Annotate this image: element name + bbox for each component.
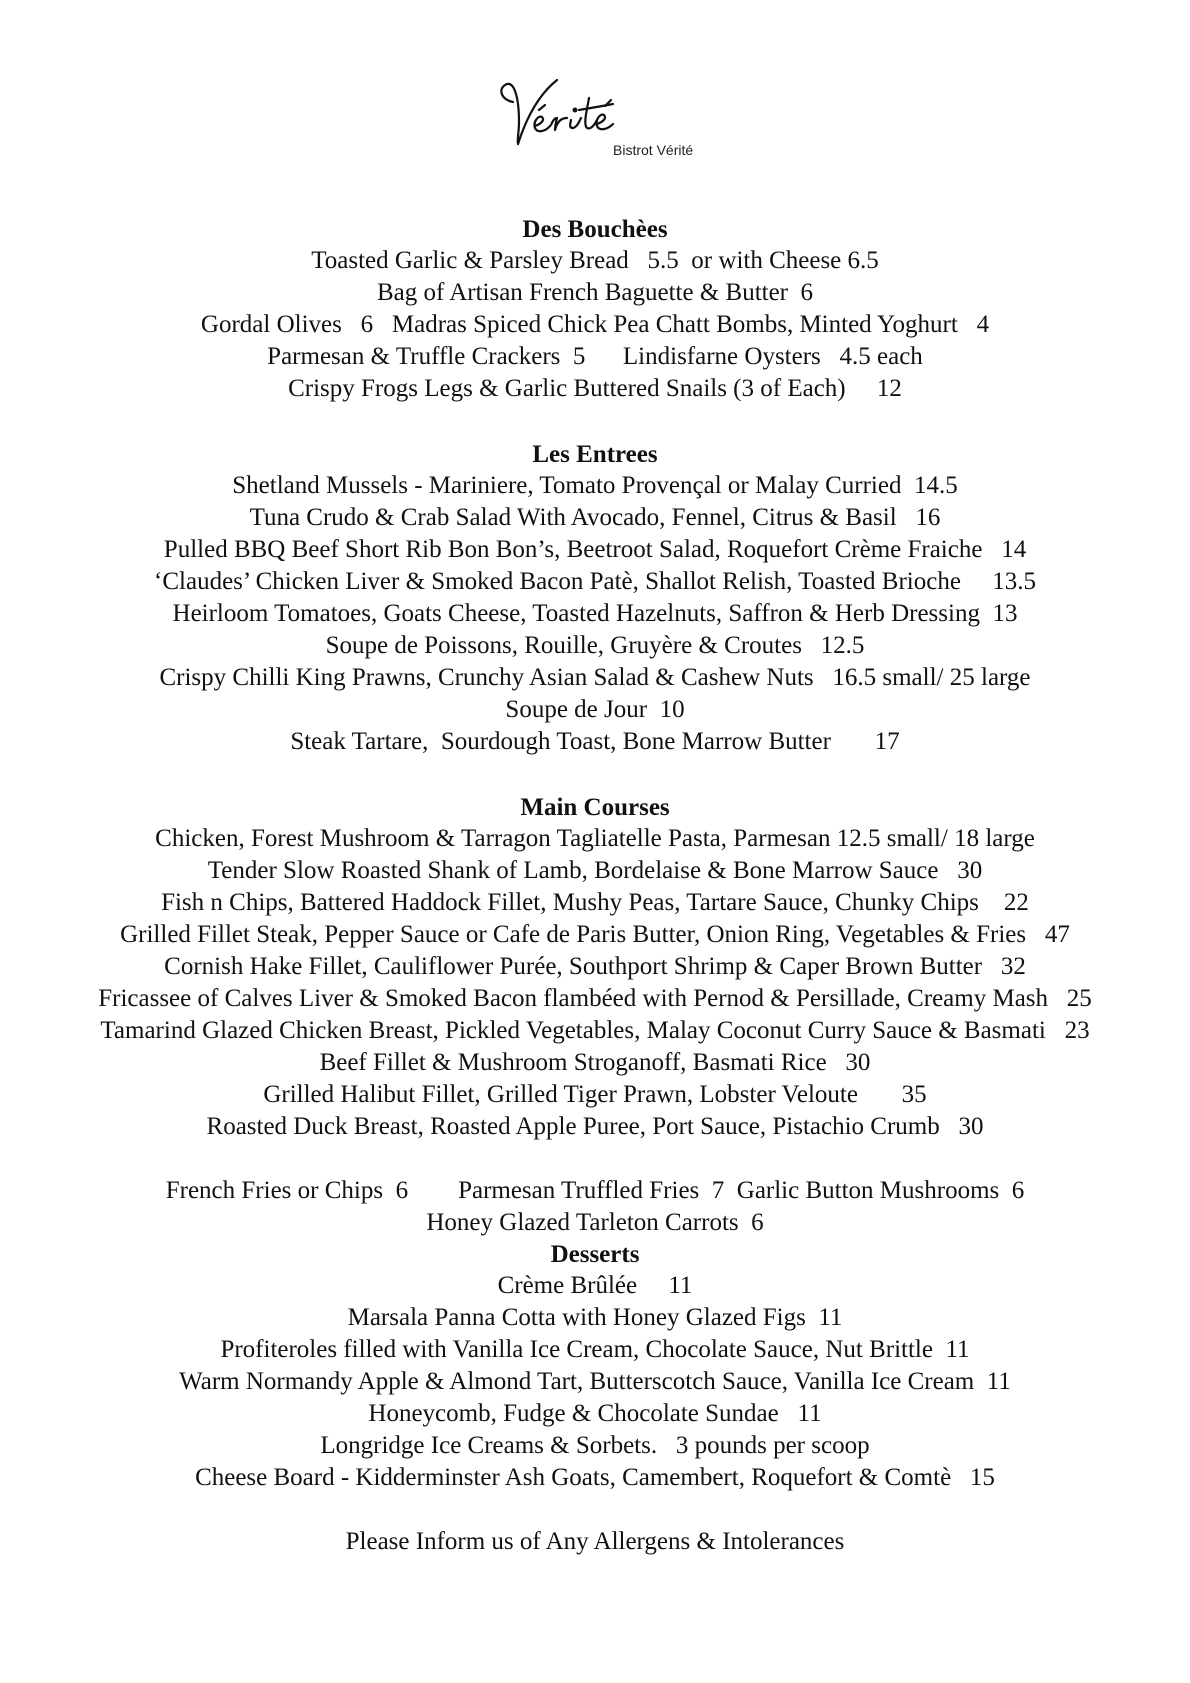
menu-line: Tender Slow Roasted Shank of Lamb, Bordelaise & Bone Marrow Sauce 30 (207, 857, 983, 884)
menu-line: Grilled Fillet Steak, Pepper Sauce or Cafe de Paris Butter, Onion Ring, Vegetables & Fries 47 (120, 921, 1070, 948)
menu-line: Grilled Halibut Fillet, Grilled Tiger Prawn, Lobster Veloute 35 (263, 1081, 927, 1108)
menu-line: ‘Claudes’ Chicken Liver & Smoked Bacon Patè, Shallot Relish, Toasted Brioche 13.5 (154, 568, 1036, 595)
section-title-desserts: Desserts (550, 1241, 640, 1268)
section-title-mains: Main Courses (520, 794, 670, 821)
menu-line: Profiteroles filled with Vanilla Ice Cream, Chocolate Sauce, Nut Brittle 11 (220, 1336, 970, 1363)
menu-line: Steak Tartare, Sourdough Toast, Bone Marrow Butter 17 (290, 728, 900, 755)
spacer (0, 1494, 1190, 1526)
menu-line: Warm Normandy Apple & Almond Tart, Butterscotch Sauce, Vanilla Ice Cream 11 (179, 1368, 1011, 1395)
section-desserts (0, 1239, 1190, 1494)
menu-line: Fricassee of Calves Liver & Smoked Bacon flambéed with Pernod & Persillade, Creamy Mash 25 (98, 985, 1092, 1012)
section-title-entrees: Les Entrees (532, 441, 658, 468)
menu-line: Crispy Frogs Legs & Garlic Buttered Snails (3 of Each) 12 (288, 375, 902, 402)
menu-line: Shetland Mussels - Mariniere, Tomato Provençal or Malay Curried 14.5 (232, 472, 958, 499)
menu-line: Pulled BBQ Beef Short Rib Bon Bon’s, Beetroot Salad, Roquefort Crème Fraiche 14 (163, 536, 1027, 563)
menu-line: Tamarind Glazed Chicken Breast, Pickled Vegetables, Malay Coconut Curry Sauce & Basmati 23 (100, 1017, 1090, 1044)
spacer (0, 405, 1190, 439)
menu-line: Tuna Crudo & Crab Salad With Avocado, Fennel, Citrus & Basil 16 (249, 504, 941, 531)
menu-line: French Fries or Chips 6 Parmesan Truffled Fries 7 Garlic Button Mushrooms 6 (165, 1177, 1025, 1204)
brand-subtitle: Bistrot Vérité (613, 142, 694, 158)
allergen-note: Please Inform us of Any Allergens & Intolerances (345, 1528, 845, 1555)
menu-line: Soupe de Poissons, Rouille, Gruyère & Croutes 12.5 (325, 632, 865, 659)
spacer (0, 1143, 1190, 1175)
menu-line: Marsala Panna Cotta with Honey Glazed Figs 11 (347, 1304, 843, 1331)
menu-line: Fish n Chips, Battered Haddock Fillet, Mushy Peas, Tartare Sauce, Chunky Chips 22 (161, 889, 1029, 916)
menu-line: Toasted Garlic & Parsley Bread 5.5 or with Cheese 6.5 (311, 247, 879, 274)
menu-line: Honey Glazed Tarleton Carrots 6 (426, 1209, 764, 1236)
section-entrees (0, 439, 1190, 758)
menu-line: Heirloom Tomatoes, Goats Cheese, Toasted Hazelnuts, Saffron & Herb Dressing 13 (172, 600, 1018, 627)
menu-line: Chicken, Forest Mushroom & Tarragon Tagliatelle Pasta, Parmesan 12.5 small/ 18 large (155, 825, 1035, 852)
brand-logo (495, 70, 725, 170)
menu-line: Soupe de Jour 10 (505, 696, 685, 723)
menu-line: Parmesan & Truffle Crackers 5 Lindisfarne Oysters 4.5 each (267, 343, 923, 370)
menu-line: Longridge Ice Creams & Sorbets. 3 pounds per scoop (320, 1432, 870, 1459)
menu-line: Crispy Chilli King Prawns, Crunchy Asian Salad & Cashew Nuts 16.5 small/ 25 large (159, 664, 1031, 691)
section-bouchees (0, 214, 1190, 405)
menu-line: Gordal Olives 6 Madras Spiced Chick Pea Chatt Bombs, Minted Yoghurt 4 (200, 311, 990, 338)
menu-line: Crème Brûlée 11 (497, 1272, 693, 1299)
menu-line: Cheese Board - Kidderminster Ash Goats, Camembert, Roquefort & Comtè 15 (195, 1464, 995, 1491)
section-title-bouchees: Des Bouchèes (522, 216, 668, 243)
section-sides (0, 1175, 1190, 1239)
menu-line: Bag of Artisan French Baguette & Butter 6 (376, 279, 814, 306)
menu-line: Beef Fillet & Mushroom Stroganoff, Basmati Rice 30 (319, 1049, 871, 1076)
menu-content (0, 214, 1190, 1558)
menu-line: Roasted Duck Breast, Roasted Apple Puree, Port Sauce, Pistachio Crumb 30 (206, 1113, 984, 1140)
menu-line: Honeycomb, Fudge & Chocolate Sundae 11 (368, 1400, 822, 1427)
menu-line: Cornish Hake Fillet, Cauliflower Purée, Southport Shrimp & Caper Brown Butter 32 (164, 953, 1026, 980)
spacer (0, 758, 1190, 792)
section-mains (0, 792, 1190, 1143)
